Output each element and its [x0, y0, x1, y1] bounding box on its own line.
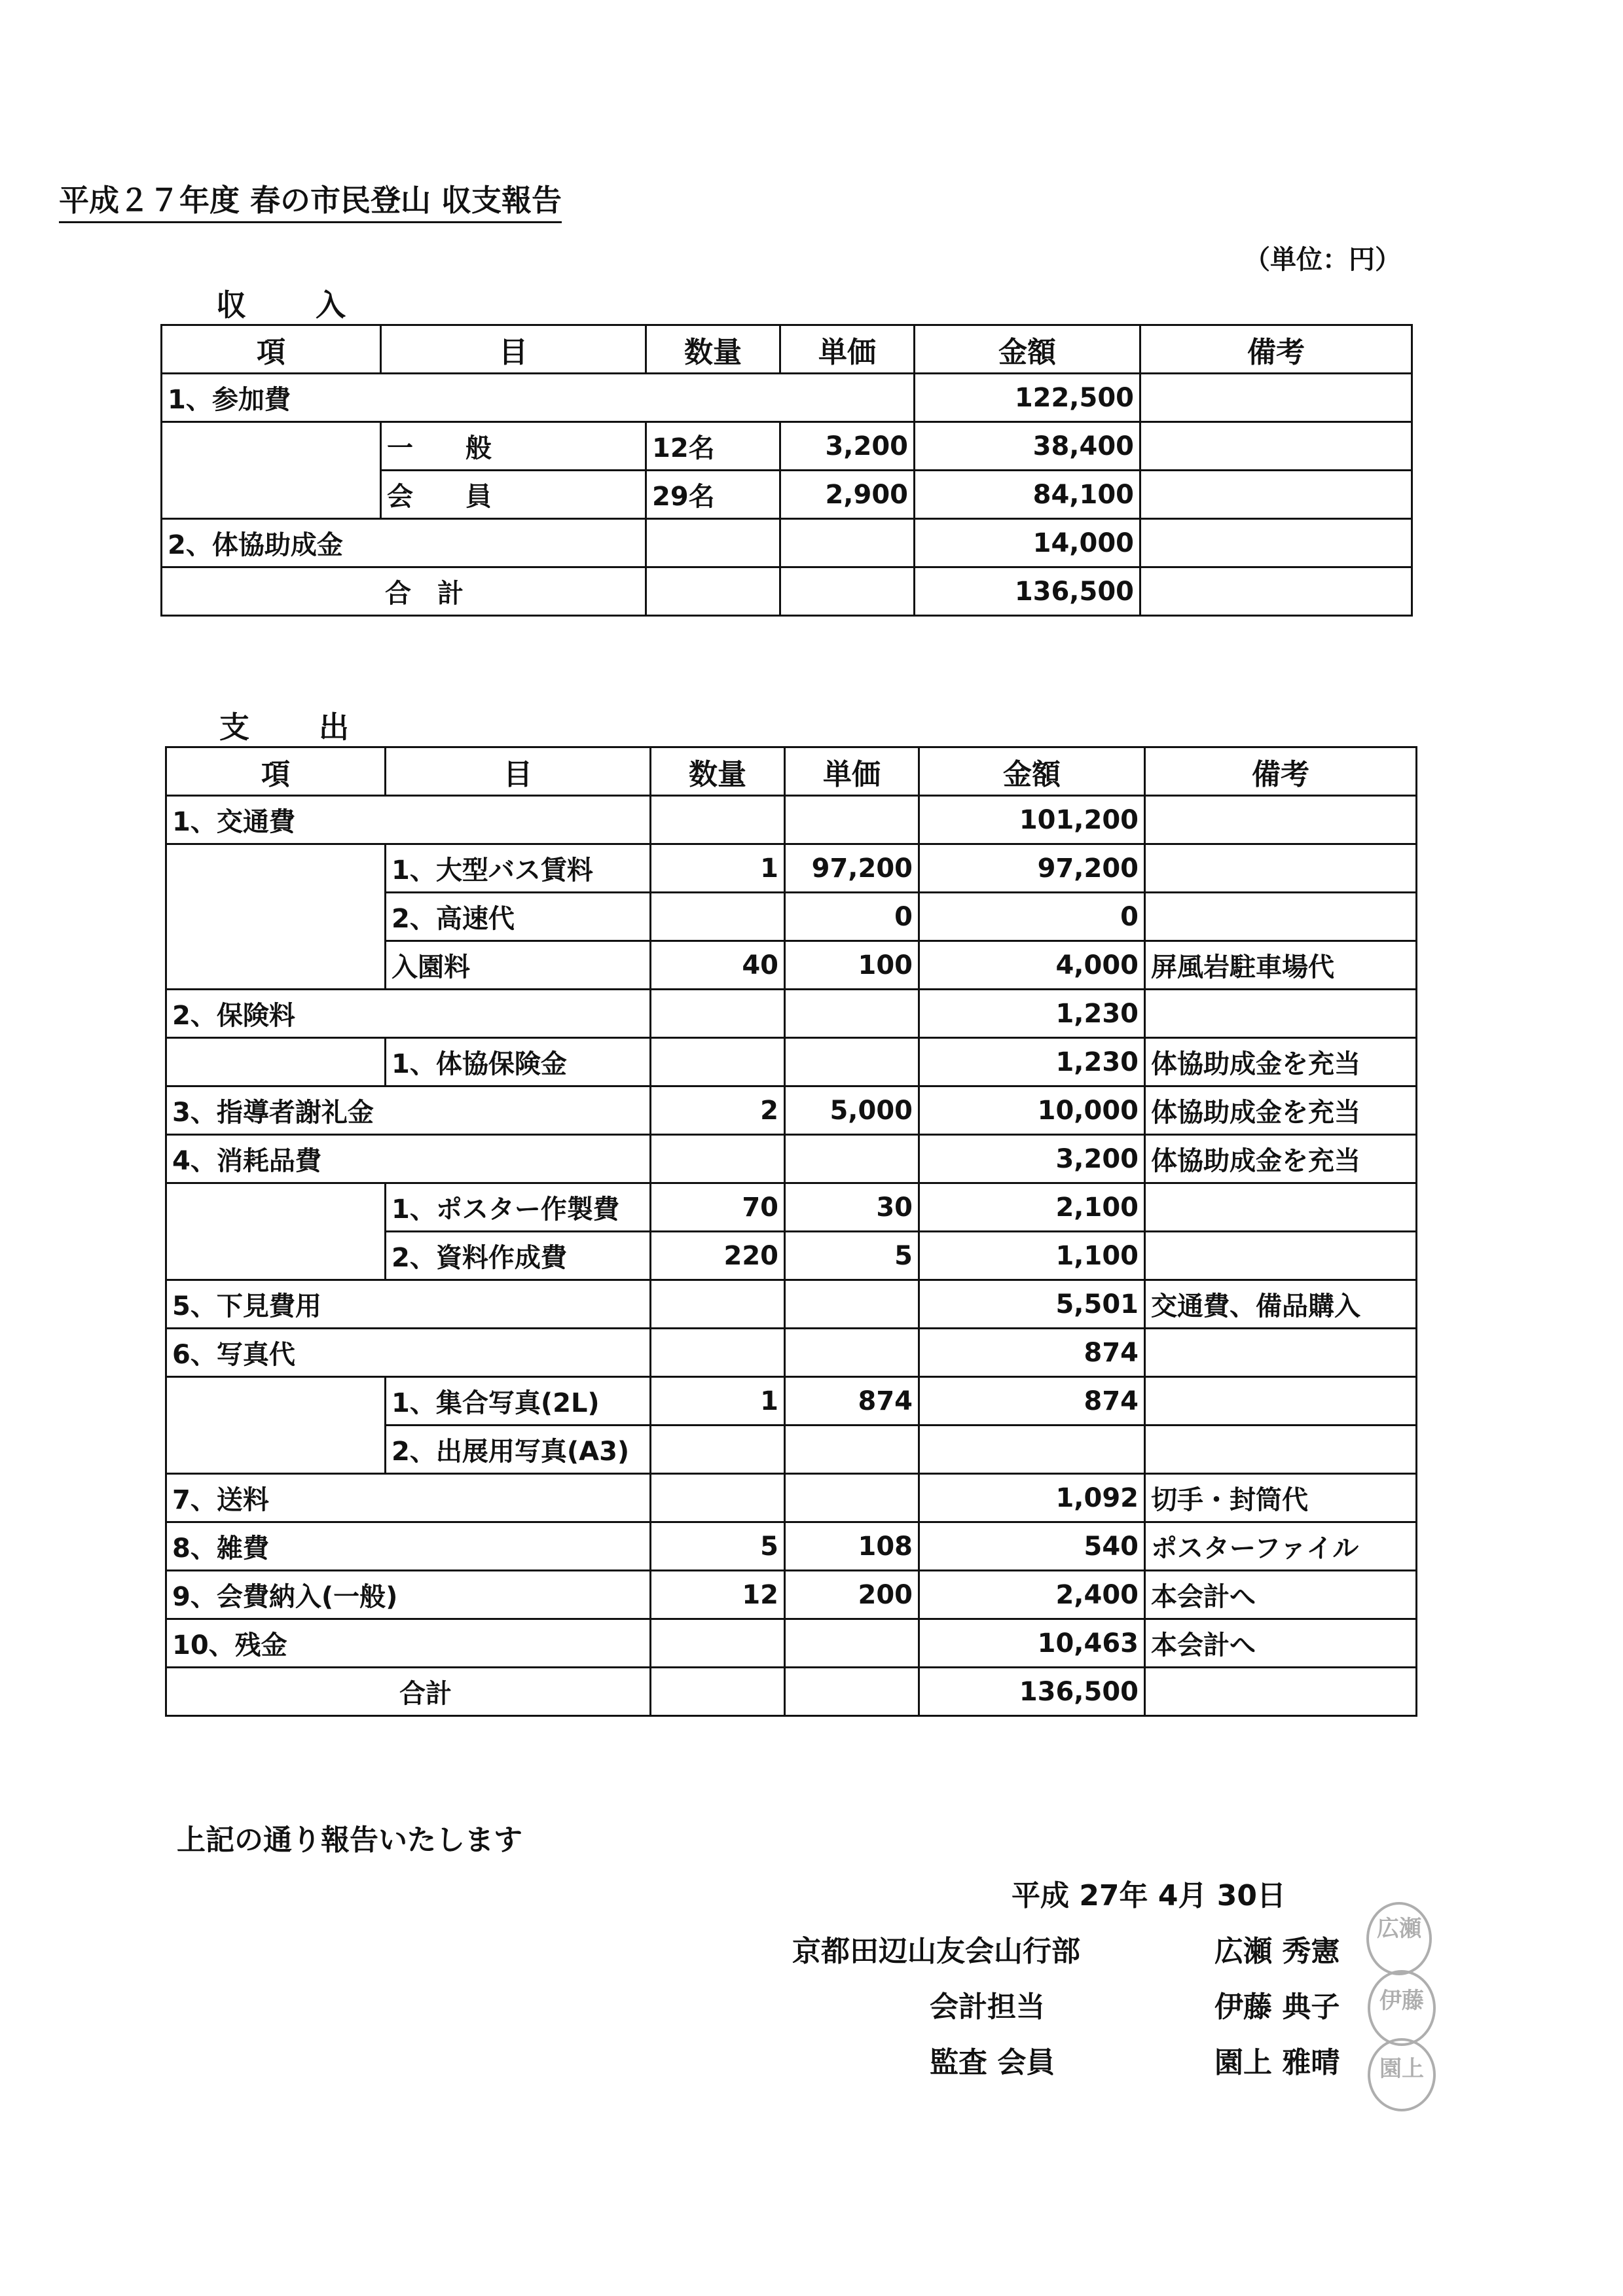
table-row — [166, 1619, 1417, 1668]
row-amount: 122,500 — [915, 374, 1140, 422]
row-amount: 874 — [919, 1329, 1145, 1377]
row-price: 100 — [785, 941, 919, 990]
row-amount: 5,501 — [919, 1280, 1145, 1329]
row-item: 7、送料 — [166, 1474, 651, 1522]
row-qty — [651, 990, 785, 1038]
row-note — [1140, 519, 1412, 567]
row-note — [1145, 1377, 1417, 1426]
header-qty: 数量 — [646, 325, 780, 374]
table-row — [166, 1183, 1417, 1232]
row-item: 5、下見費用 — [166, 1280, 651, 1329]
table-row — [166, 1329, 1417, 1377]
row-amount: 14,000 — [915, 519, 1140, 567]
income-header-row — [162, 325, 1412, 374]
row-item: 1、参加費 — [162, 374, 915, 422]
table-row — [166, 1571, 1417, 1619]
row-qty — [651, 1280, 785, 1329]
row-sub: 2、高速代 — [386, 893, 651, 941]
stamp-text: 園上 — [1379, 2056, 1424, 2082]
header-amount: 金額 — [919, 747, 1145, 796]
row-item — [162, 422, 381, 519]
row-price — [785, 1280, 919, 1329]
row-item — [166, 1183, 386, 1280]
row-amount: 874 — [919, 1377, 1145, 1426]
expense-header-row — [166, 747, 1417, 796]
row-note: 切手・封筒代 — [1145, 1474, 1417, 1522]
closing-statement: 上記の通り報告いたします — [177, 1823, 522, 1857]
row-note: 体協助成金を充当 — [1145, 1086, 1417, 1135]
table-row — [162, 422, 1412, 471]
row-amount: 10,000 — [919, 1086, 1145, 1135]
row-item: 10、残金 — [166, 1619, 651, 1668]
row-price — [780, 519, 915, 567]
row-price — [780, 567, 915, 616]
row-amount: 38,400 — [915, 422, 1140, 471]
row-sub: 1、集合写真(2L) — [386, 1377, 651, 1426]
row-note — [1145, 1329, 1417, 1377]
header-price: 単価 — [780, 325, 915, 374]
row-qty: 70 — [651, 1183, 785, 1232]
row-note — [1140, 471, 1412, 519]
row-price: 874 — [785, 1377, 919, 1426]
table-row — [166, 1377, 1417, 1426]
row-item — [166, 844, 386, 990]
row-item — [166, 1038, 386, 1086]
row-qty: 1 — [651, 1377, 785, 1426]
row-price — [785, 990, 919, 1038]
header-note: 備考 — [1145, 747, 1417, 796]
row-price — [785, 1329, 919, 1377]
header-item: 項 — [162, 325, 381, 374]
row-sub: 2、資料作成費 — [386, 1232, 651, 1280]
row-qty — [646, 519, 780, 567]
row-amount: 1,100 — [919, 1232, 1145, 1280]
row-price: 5 — [785, 1232, 919, 1280]
row-amount: 10,463 — [919, 1619, 1145, 1668]
row-qty: 1 — [651, 844, 785, 893]
row-qty: 40 — [651, 941, 785, 990]
income-section-label: 収 入 — [216, 287, 365, 323]
row-amount — [919, 1426, 1145, 1474]
header-amount: 金額 — [915, 325, 1140, 374]
table-row — [166, 844, 1417, 893]
row-qty — [651, 1038, 785, 1086]
row-note — [1145, 1426, 1417, 1474]
income-table — [160, 324, 1413, 617]
row-price — [785, 1426, 919, 1474]
signature-role: 京都田辺山友会山行部 — [792, 1935, 1080, 1968]
report-date: 平成 27年 4月 30日 — [1012, 1879, 1286, 1912]
header-item: 項 — [166, 747, 386, 796]
signature-name: 伊藤 典子 — [1214, 1990, 1340, 2024]
row-qty — [651, 1474, 785, 1522]
row-qty: 12 — [651, 1571, 785, 1619]
row-price: 108 — [785, 1522, 919, 1571]
row-amount: 1,092 — [919, 1474, 1145, 1522]
row-amount: 1,230 — [919, 1038, 1145, 1086]
expense-table — [165, 746, 1417, 1717]
row-sub: 会 員 — [381, 471, 646, 519]
row-note: 体協助成金を充当 — [1145, 1135, 1417, 1183]
signature-name: 園上 雅晴 — [1214, 2046, 1340, 2079]
row-price — [785, 796, 919, 844]
row-note — [1145, 796, 1417, 844]
row-item: 8、雑費 — [166, 1522, 651, 1571]
row-item: 3、指導者謝礼金 — [166, 1086, 651, 1135]
seal-stamps — [1359, 1898, 1444, 2114]
total-row — [166, 1668, 1417, 1716]
header-sub: 目 — [381, 325, 646, 374]
row-qty: 5 — [651, 1522, 785, 1571]
row-sub: 1、体協保険金 — [386, 1038, 651, 1086]
total-label: 合 計 — [162, 567, 646, 616]
row-note: 屏風岩駐車場代 — [1145, 941, 1417, 990]
row-sub: 1、ポスター作製費 — [386, 1183, 651, 1232]
row-qty — [651, 1668, 785, 1716]
row-sub: 入園料 — [386, 941, 651, 990]
total-amount: 136,500 — [919, 1668, 1145, 1716]
row-note: 交通費、備品購入 — [1145, 1280, 1417, 1329]
row-price — [785, 1135, 919, 1183]
row-sub: 2、出展用写真(A3) — [386, 1426, 651, 1474]
stamp-text: 伊藤 — [1379, 1988, 1424, 2014]
row-qty — [651, 1426, 785, 1474]
unit-label: （単位：円） — [1244, 245, 1401, 275]
page-title: 平成２７年度 春の市民登山 収支報告 — [59, 177, 562, 223]
row-sub: 1、大型バス賃料 — [386, 844, 651, 893]
row-amount: 3,200 — [919, 1135, 1145, 1183]
row-price — [785, 1668, 919, 1716]
row-qty — [651, 1135, 785, 1183]
row-price — [785, 1038, 919, 1086]
table-row — [166, 1086, 1417, 1135]
header-note: 備考 — [1140, 325, 1412, 374]
header-price: 単価 — [785, 747, 919, 796]
row-price — [785, 1619, 919, 1668]
row-qty: 2 — [651, 1086, 785, 1135]
row-amount: 540 — [919, 1522, 1145, 1571]
table-row — [166, 1038, 1417, 1086]
row-price: 3,200 — [780, 422, 915, 471]
total-amount: 136,500 — [915, 567, 1140, 616]
row-qty — [651, 1619, 785, 1668]
row-qty: 29名 — [646, 471, 780, 519]
table-row — [166, 1135, 1417, 1183]
row-note: 本会計へ — [1145, 1571, 1417, 1619]
expense-section-label: 支 出 — [219, 709, 369, 745]
header-qty: 数量 — [651, 747, 785, 796]
header-sub: 目 — [386, 747, 651, 796]
row-amount: 1,230 — [919, 990, 1145, 1038]
row-price: 5,000 — [785, 1086, 919, 1135]
row-note — [1145, 844, 1417, 893]
row-item — [166, 1377, 386, 1474]
row-note — [1145, 1183, 1417, 1232]
row-qty — [651, 1329, 785, 1377]
total-label: 合計 — [166, 1668, 651, 1716]
row-amount: 2,400 — [919, 1571, 1145, 1619]
stamp-text: 広瀬 — [1377, 1916, 1421, 1942]
signature-name: 広瀬 秀憲 — [1214, 1935, 1340, 1968]
row-qty — [651, 796, 785, 844]
table-row — [162, 374, 1412, 422]
table-row — [166, 1522, 1417, 1571]
row-qty — [651, 893, 785, 941]
row-price — [785, 1474, 919, 1522]
row-note — [1145, 1232, 1417, 1280]
row-price: 0 — [785, 893, 919, 941]
table-row — [166, 796, 1417, 844]
row-note — [1140, 567, 1412, 616]
row-item: 6、写真代 — [166, 1329, 651, 1377]
row-note — [1140, 422, 1412, 471]
row-note — [1145, 1668, 1417, 1716]
table-row — [162, 519, 1412, 567]
row-price: 2,900 — [780, 471, 915, 519]
table-row — [166, 1474, 1417, 1522]
row-qty: 12名 — [646, 422, 780, 471]
row-note: ポスターファイル — [1145, 1522, 1417, 1571]
row-price: 30 — [785, 1183, 919, 1232]
row-item: 1、交通費 — [166, 796, 651, 844]
row-note — [1145, 893, 1417, 941]
row-note — [1145, 990, 1417, 1038]
row-note: 体協助成金を充当 — [1145, 1038, 1417, 1086]
row-amount: 97,200 — [919, 844, 1145, 893]
signature-role: 会計担当 — [930, 1990, 1045, 2024]
row-item: 9、会費納入(一般) — [166, 1571, 651, 1619]
row-sub: 一 般 — [381, 422, 646, 471]
signature-role: 監査 会員 — [930, 2046, 1055, 2079]
row-amount: 101,200 — [919, 796, 1145, 844]
row-qty — [646, 567, 780, 616]
row-amount: 0 — [919, 893, 1145, 941]
row-amount: 2,100 — [919, 1183, 1145, 1232]
row-price: 200 — [785, 1571, 919, 1619]
row-qty: 220 — [651, 1232, 785, 1280]
row-item: 2、保険料 — [166, 990, 651, 1038]
table-row — [166, 1280, 1417, 1329]
row-amount: 4,000 — [919, 941, 1145, 990]
row-item: 2、体協助成金 — [162, 519, 646, 567]
total-row — [162, 567, 1412, 616]
table-row — [166, 990, 1417, 1038]
row-amount: 84,100 — [915, 471, 1140, 519]
row-price: 97,200 — [785, 844, 919, 893]
row-note: 本会計へ — [1145, 1619, 1417, 1668]
row-item: 4、消耗品費 — [166, 1135, 651, 1183]
row-note — [1140, 374, 1412, 422]
